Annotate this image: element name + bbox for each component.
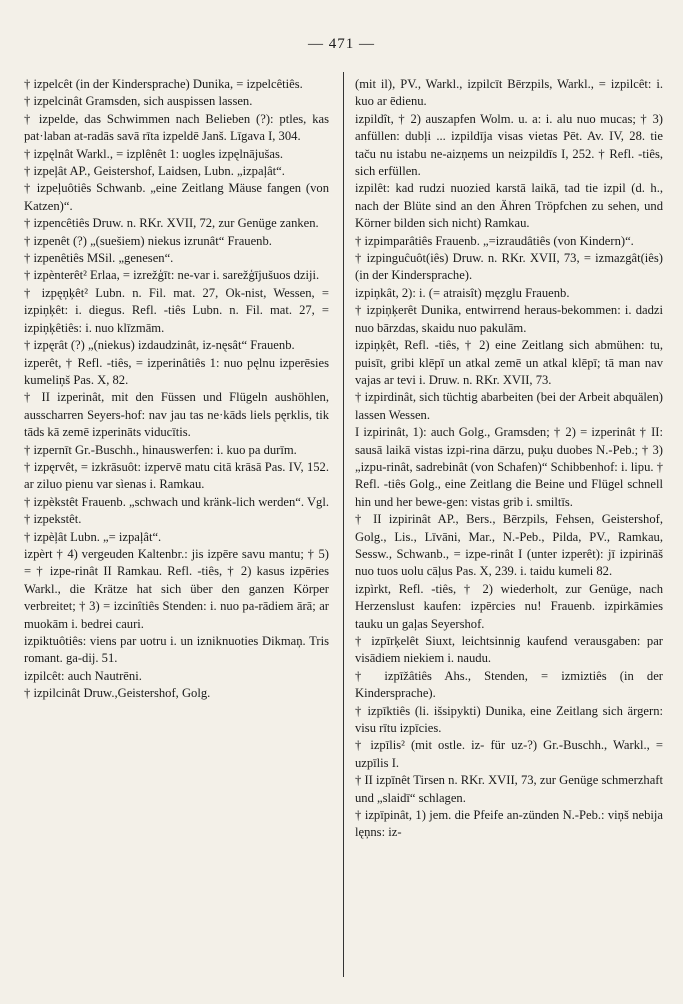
dictionary-entry: izpilcêt: auch Nautrēni. [24,668,142,683]
dictionary-entry: I izpirinât, 1): auch Golg., Gramsden; † 2) = izperinât † II: sausā laikā vistas izpi-rina dārzu, puķu duobes N.-Peb.; † 3) „izpu-rinât, sadrebinât (von Schafen)“ Schibbenhof: i. lipu. † Refl. -tiês Golg., eine Zeitlang die Beine und Flügel schnell hin und her bewe-gen: vistas grib i. smiltīs. [355,425,663,509]
dictionary-entry: † II izperinât, mit den Füssen und Flügeln aushöhlen, ausscharren Seyers-hof: nav jau tas ne·kāds liels pęrklis, tik tāds kā zemē izperināts viducītis. [24,390,329,440]
dictionary-entry: izpèrt † 4) vergeuden Kaltenbr.: jis izpēre savu mantu; † 5) = † izpe-rinât II Ramkau. Refl. -tiês, † 2) kasus izpēries Warkl., die Krätze hat sich über den ganzen Körper verbreitet; † 3) = izcinîtiês Stenden: i. nuo pa-rādiem ārā; ar muokām i. bedrei cauri. [24,546,329,631]
dictionary-entry: † izpelcêt (in der Kindersprache) Dunika, = izpelcêtiês. [24,77,303,91]
dictionary-entry: † izpęrvêt, = izkrāsuôt: izpervē matu citā krāsā Pas. IV, 152. ar ziluo pienu var sìenas i. Ramkau. [24,459,329,492]
page-number: — 471 — [308,36,375,52]
dictionary-entry: † izpimparâtiês Frauenb. „=izraudâtiês (von Kindern)“. [355,233,634,248]
dictionary-entry: † izpernīt Gr.-Buschh., hinauswerfen: i. kuo pa durīm. [24,442,297,457]
dictionary-entry: † izpirdinât, sich tüchtig abarbeiten (bei der Arbeit abquälen) lassen Wessen. [355,390,663,422]
dictionary-entry: izpìrkt, Refl. -tiês, † 2) wiederholt, zur Genüge, nach Herzenslust kaufen: izpērcies nu! Frauenb. izpirkāmies tauku un gaļas Seyershof. [355,581,663,631]
dictionary-entry: † izpīrķelêt Siuxt, leichtsinnig kaufend verausgaben: par visādiem niekiem i. naudu. [355,634,663,666]
dictionary-entry: † izpinguĉuôt(iês) Druw. n. RKr. XVII, 73, = izmazgât(iês) (in der Kindersprache). [355,251,663,283]
dictionary-entry: † izpīktiês (li. išsipykti) Dunika, eine Zeitlang sich ärgern: visu rītu izpīcies. [355,703,663,736]
dictionary-entry: † izpeļuôtiês Schwanb. „eine Zeitlang Mäuse fangen (von Katzen)“. [24,181,329,213]
left-column [24,76,329,703]
dictionary-entry: † izpiņķerêt Dunika, entwirrend heraus-bekommen: i. dadzi nuo bārzdas, skaidu nuo pakulām. [355,303,663,335]
dictionary-entry: † izpęlnât Warkl., = izplênêt 1: uogles izpęlnājušas. [24,146,284,161]
dictionary-entry: † izpelde, das Schwimmen nach Belieben (?): ptles, kas pat·laban at-radās savā rīta izpeldē Janš. Līgava I, 304. [24,111,329,144]
dictionary-entry: izpiņkât, 2): i. (= atraisît) męzglu Frauenb. [355,285,570,300]
dictionary-entry: izpiktuôtiês: viens par uotru i. un izniknuoties Dikmaņ. Tris romant. ga-dij. 51. [24,634,329,666]
dictionary-entry: † izpencêtiês Druw. n. RKr. XVII, 72, zur Genüge zanken. [24,216,319,231]
dictionary-entry: † izpīžâtiês Ahs., Stenden, = izmiztiês (in der Kindersprache). [355,668,663,701]
dictionary-entry: † izpęņķêt² Lubn. n. Fil. mat. 27, Ok-nist, Wessen, = izpiņķêt: i. diegus. Refl. -tiês Lubn. n. Fil. mat. 27, = izpiņķêtiês: i. nuo klīzmām. [24,285,329,335]
dictionary-entry: † izpèļât Lubn. „= izpaļât“. [24,529,162,544]
column-divider [343,72,344,977]
dictionary-entry: † izpilcinât Druw.,Geistershof, Golg. [24,686,211,701]
dictionary-entry: izpildît, † 2) auszapfen Wolm. u. a: i. alu nuo mucas; † 3) anfüllen: dubļi ... izpildīja visas vietas Pēt. Av. IV, 28. tie taču nu istabu ne-aizņems un neizpildīs I, 252. † Refl. -tiês, sich erfüllen. [355,111,663,179]
dictionary-entry: † izpeļât AP., Geistershof, Laidsen, Lubn. „izpaļât“. [24,164,285,179]
dictionary-entry: † izpenêt (?) „(suešiem) niekus izrunât“ Frauenb. [24,233,272,248]
dictionary-entry: † izpenêtiês MSil. „genesen“. [24,251,174,266]
dictionary-entry: izpilêt: kad rudzi nuozied karstā laikā, tad tie izpil (d. h., nach der Blüte sind an den Ähren Tröpfchen zu sehen, und Körner bilden sich nicht) Ramkau. [355,181,663,231]
dictionary-entry: † izpīpinât, 1) jem. die Pfeife an-zünden N.-Peb.: viņš nebija lęņns: iz- [355,808,663,840]
dictionary-entry: † izpènterêt² Erlaa, = izrežģīt: ne-var i. sarežģījušuos dziji. [24,268,320,283]
dictionary-entry: † II izpirinât AP., Bers., Bērzpils, Fehsen, Geistershof, Golg., Lis., Līvāni, Mar., N.-Peb., Pilda, PV., Ramkau, Sessw., Schwanb., = izpe-rinât I (unter izperêt): jī izpirināš nuo tuos uolu cāļus Pas. X, 239. i. taidu kumeli 82. [355,512,663,579]
dictionary-entry: izperêt, † Refl. -tiês, = izperinâtiês 1: nuo pęlnu izperēsies kumeliņš Pas. X, 82. [24,355,329,387]
dictionary-entry: † II izpīnêt Tirsen n. RKr. XVII, 73, zur Genüge schmerzhaft und „slaidī“ schlagen. [355,773,663,805]
right-column [355,76,663,842]
dictionary-entry: izpiņķêt, Refl. -tiês, † 2) eine Zeitlang sich abmühen: tu, puisīt, gribi klēpī un atkal zemē un atkal klēpī; tā man nav vajas ar tevi i. Druw. n. RKr. XVII, 73. [355,338,663,387]
dictionary-entry: † izpīlis² (mit ostle. iz- für uz-?) Gr.-Buschh., Warkl., = uzpīlis I. [355,738,663,770]
dictionary-entry: † izpelcinât Gramsden, sich auspissen lassen. [24,94,253,109]
dictionary-entry: † izpęrât (?) „(niekus) izdaudzinât, iz-nęsât“ Frauenb. [24,338,295,353]
dictionary-entry: † izpèkstêt Frauenb. „schwach und kränk-lich werden“. Vgl. † izpekstêt. [24,494,329,527]
dictionary-entry: (mit il), PV., Warkl., izpilcīt Bērzpils, Warkl., = izpilcêt: i. kuo ar ēdienu. [355,77,663,109]
